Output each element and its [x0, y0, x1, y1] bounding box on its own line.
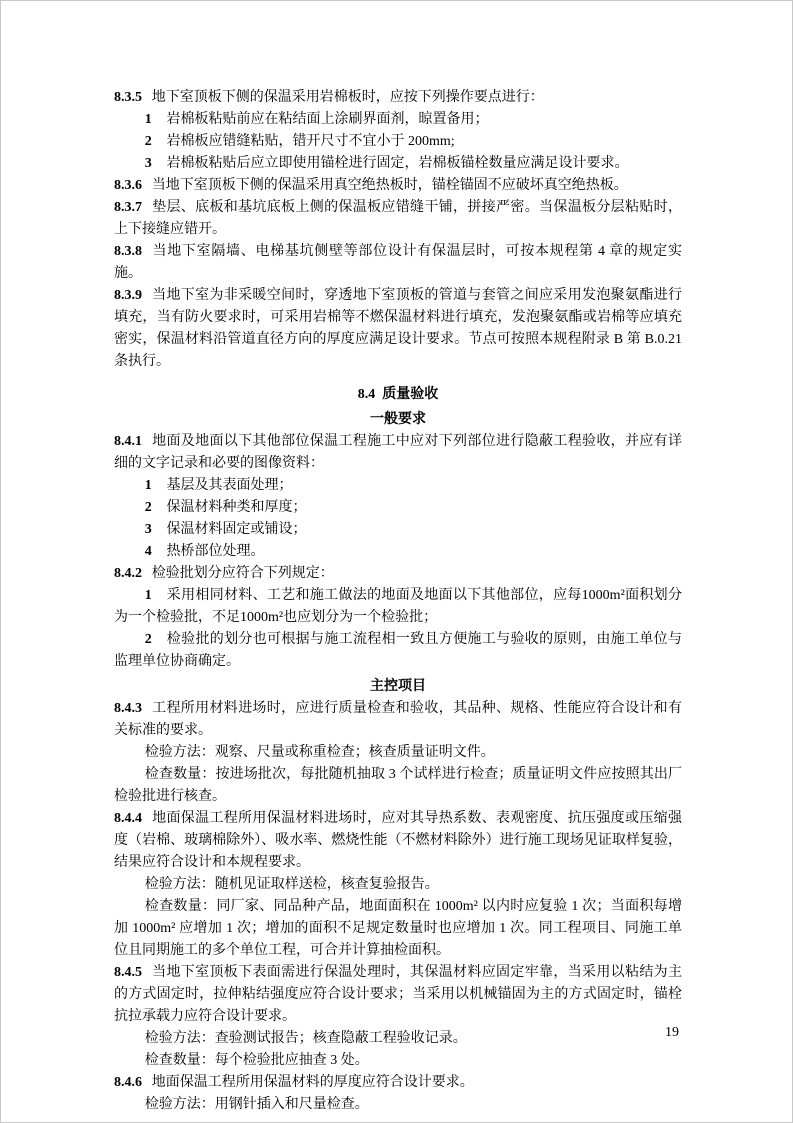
indented-paragraph: [114, 896, 682, 962]
clause-number: 1: [144, 478, 152, 493]
heading-text: 一般要求: [370, 412, 426, 427]
clause-paragraph: [114, 241, 682, 285]
indented-paragraph: [114, 1028, 682, 1050]
clause-paragraph: [114, 808, 682, 874]
clause-text: 地面保温工程所用保温材料进场时，应对其导热系数、表观密度、抗压强度或压缩强度（岩棉、玻璃棉除外）、吸水率、燃烧性能（不燃材料除外）进行施工现场见证取样复验，结果应符合设计和本规程要求。: [114, 811, 682, 870]
clause-paragraph: [114, 1072, 682, 1094]
numbered-item: [114, 585, 682, 629]
clause-number: 2: [144, 632, 152, 647]
indented-paragraph: [114, 742, 682, 764]
heading-text: 主控项目: [370, 679, 426, 694]
clause-text: 岩棉板粘贴前应在粘结面上涂刷界面剂，晾置备用；: [166, 112, 489, 127]
clause-paragraph: [114, 563, 682, 585]
clause-text: 检验方法：查验测试报告；核查隐蔽工程验收记录。: [144, 1031, 467, 1046]
clause-number: 8.3.7: [114, 200, 142, 215]
clause-number: 8.3.6: [114, 178, 142, 193]
subsection-heading: [114, 409, 682, 431]
clause-number: 1: [144, 588, 152, 603]
clause-number: 8.4.5: [114, 965, 142, 980]
numbered-item: [114, 475, 682, 497]
clause-text: 检验批的划分也可根据与施工流程相一致且方便施工与验收的原则，由施工单位与监理单位协商确定。: [114, 632, 682, 669]
clause-number: 8.4.1: [114, 434, 142, 449]
numbered-item: [114, 519, 682, 541]
clause-text: 当地下室隔墙、电梯基坑侧壁等部位设计有保温层时，可按本规程第 4 章的规定实施。: [114, 244, 682, 281]
clause-text: 基层及其表面处理；: [166, 478, 293, 493]
clause-text: 岩棉板应错缝粘贴，错开尺寸不宜小于 200mm;: [166, 134, 455, 149]
clause-number: 3: [144, 156, 152, 171]
section-heading: [114, 384, 682, 406]
clause-number: 3: [144, 522, 152, 537]
numbered-item: [114, 497, 682, 519]
clause-paragraph: [114, 698, 682, 742]
heading-number: 8.4: [357, 387, 376, 402]
page-number: 19: [665, 1025, 679, 1040]
clause-text: 当地下室为非采暖空间时，穿透地下室顶板的管道与套管之间应采用发泡聚氨酯进行填充，当有防火要求时，可采用岩棉等不燃保温材料进行填充，发泡聚氨酯或岩棉等应填充密实，保温材料沿管道直径方向的厚度应满足设计要求。节点可按照本规程附录 B 第 B.0.21 条执行。: [114, 288, 682, 369]
clause-text: 地面及地面以下其他部位保温工程施工中应对下列部位进行隐蔽工程验收，并应有详细的文字记录和必要的图像资料：: [114, 434, 682, 471]
clause-text: 地下室顶板下侧的保温采用岩棉板时，应按下列操作要点进行：: [151, 90, 544, 105]
clause-text: 保温材料种类和厚度；: [166, 500, 307, 515]
indented-paragraph: [114, 874, 682, 896]
clause-text: 检验方法：观察、尺量或称重检查；核查质量证明文件。: [144, 745, 495, 760]
heading-text: 质量验收: [382, 387, 439, 402]
clause-number: 4: [144, 544, 152, 559]
clause-text: 检验批划分应符合下列规定：: [151, 566, 334, 581]
clause-number: 8.3.9: [114, 288, 142, 303]
indented-paragraph: [114, 1050, 682, 1072]
clause-text: 采用相同材料、工艺和施工做法的地面及地面以下其他部位，应每1000m²面积划分为一个检验批，不足1000m²也应划分为一个检验批；: [114, 588, 682, 625]
clause-paragraph: [114, 175, 682, 197]
clause-text: 工程所用材料进场时，应进行质量检查和验收，其品种、规格、性能应符合设计和有关标准的要求。: [114, 701, 682, 738]
clause-number: 2: [144, 500, 152, 515]
numbered-item: [114, 109, 682, 131]
clause-number: 8.4.4: [114, 811, 142, 826]
clause-text: 检查数量：按进场批次，每批随机抽取 3 个试样进行检查；质量证明文件应按照其出厂检验批进行核查。: [114, 767, 682, 804]
clause-paragraph: [114, 431, 682, 475]
subsection-heading: [114, 676, 682, 698]
clause-paragraph: [114, 962, 682, 1028]
clause-text: 当地下室顶板下侧的保温采用真空绝热板时，锚栓锚固不应破坏真空绝热板。: [151, 178, 628, 193]
clause-text: 检验方法：用钢针插入和尺量检查。: [144, 1097, 369, 1112]
clause-number: 8.4.2: [114, 566, 142, 581]
clause-text: 当地下室顶板下表面需进行保温处理时，其保温材料应固定牢靠，当采用以粘结为主的方式固定时，拉伸粘结强度应符合设计要求；当采用以机械锚固为主的方式固定时，锚栓抗拉承载力应符合设计要求。: [114, 965, 682, 1024]
clause-text: 检查数量：同厂家、同品种产品，地面面积在 1000m² 以内时应复验 1 次；当面积每增加 1000m² 应增加 1 次；增加的面积不足规定数量时也应增加 1 次。同工程项目、同施工单位且同期施工的多个单位工程，可合并计算抽检面积。: [114, 899, 682, 958]
clause-paragraph: [114, 197, 682, 241]
clause-number: 8.3.5: [114, 90, 142, 105]
clause-text: 热桥部位处理。: [166, 544, 265, 559]
clause-text: 保温材料固定或铺设；: [166, 522, 307, 537]
numbered-item: [114, 541, 682, 563]
clause-paragraph: [114, 285, 682, 373]
clause-text: 垫层、底板和基坑底板上侧的保温板应错缝干铺，拼接严密。当保温板分层粘贴时，上下接缝应错开。: [114, 200, 682, 237]
document-content: [114, 87, 682, 1116]
indented-paragraph: [114, 1094, 682, 1116]
numbered-item: [114, 153, 682, 175]
indented-paragraph: [114, 764, 682, 808]
clause-text: 岩棉板粘贴后应立即使用锚栓进行固定，岩棉板锚栓数量应满足设计要求。: [166, 156, 629, 171]
clause-paragraph: [114, 87, 682, 109]
clause-text: 检查数量：每个检验批应抽查 3 处。: [144, 1053, 369, 1068]
clause-number: 1: [144, 112, 152, 127]
numbered-item: [114, 629, 682, 673]
clause-number: 8.4.3: [114, 701, 142, 716]
clause-number: 8.3.8: [114, 244, 142, 259]
numbered-item: [114, 131, 682, 153]
clause-number: 2: [144, 134, 152, 149]
clause-number: 8.4.6: [114, 1075, 142, 1090]
clause-text: 地面保温工程所用保温材料的厚度应符合设计要求。: [151, 1075, 474, 1090]
clause-text: 检验方法：随机见证取样送检，核查复验报告。: [144, 877, 439, 892]
